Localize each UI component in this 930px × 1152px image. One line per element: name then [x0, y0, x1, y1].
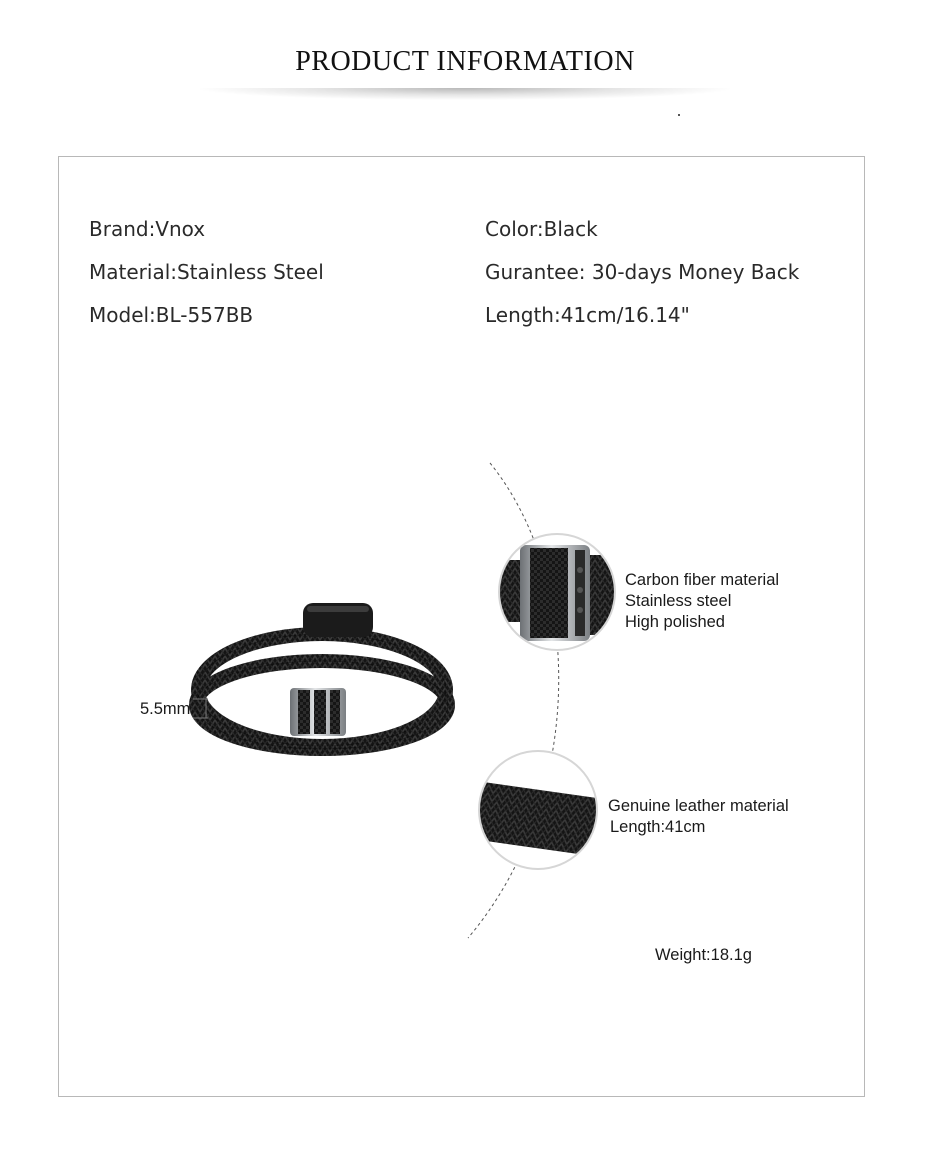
- spec-material: Material:Stainless Steel: [89, 260, 324, 284]
- spec-model: Model:BL-557BB: [89, 303, 254, 327]
- leather-callout-line2: Length:41cm: [610, 818, 706, 836]
- page-title: PRODUCT INFORMATION: [295, 46, 635, 77]
- charm-zoom-circle: [495, 534, 621, 650]
- spec-color: Color:Black: [485, 217, 598, 241]
- spec-brand: Brand:Vnox: [89, 217, 206, 241]
- clasp-callout-line1: Carbon fiber material: [625, 571, 780, 589]
- leather-zoom-circle: [474, 751, 611, 869]
- spec-guarantee: Gurantee: 30-days Money Back: [485, 260, 800, 284]
- spec-length: Length:41cm/16.14": [485, 303, 690, 327]
- clasp-callout-line3: High polished: [625, 613, 725, 631]
- weight-label: Weight:18.1g: [655, 946, 752, 964]
- width-label: 5.5mm: [140, 700, 191, 718]
- clasp-callout-line2: Stainless steel: [625, 592, 732, 610]
- leather-callout-line1: Genuine leather material: [608, 797, 789, 815]
- bracelet-image: [196, 603, 448, 749]
